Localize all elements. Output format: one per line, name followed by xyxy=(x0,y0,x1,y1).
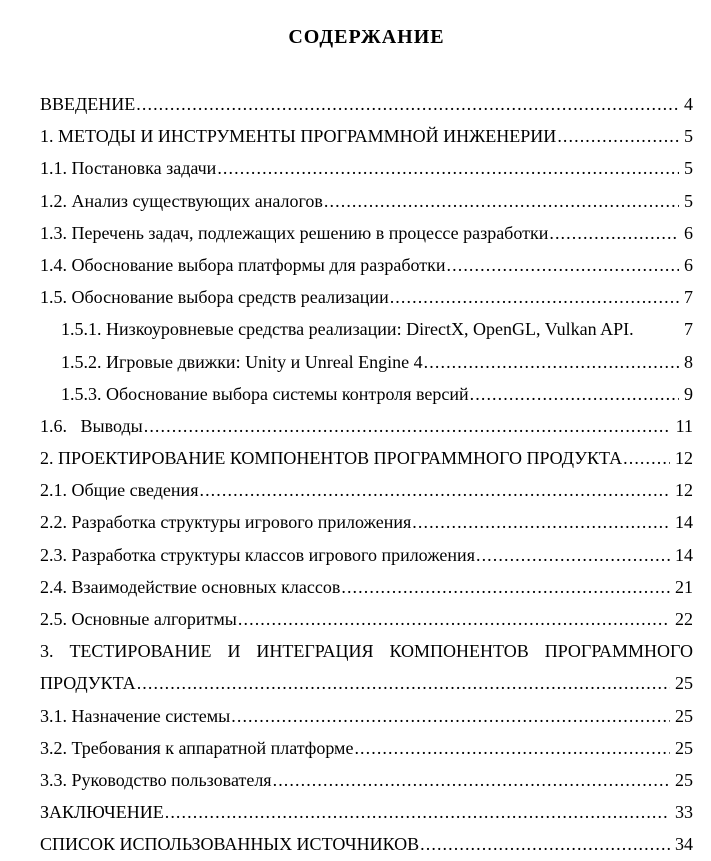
toc-page-number: 33 xyxy=(675,802,693,823)
toc-page-number: 12 xyxy=(675,448,693,469)
toc-row[interactable] xyxy=(40,378,693,410)
toc-page-number: 6 xyxy=(684,222,693,243)
toc-row[interactable] xyxy=(40,346,693,378)
toc-leader-dots xyxy=(231,700,670,732)
toc-page-number: 25 xyxy=(675,769,693,790)
toc-row[interactable] xyxy=(40,313,693,345)
toc-page-number: 14 xyxy=(675,512,693,533)
toc-entry-label: 2.5. Основные алгоритмы xyxy=(40,609,237,629)
toc-entry-label: ВВЕДЕНИЕ xyxy=(40,94,136,114)
toc-leader-dots xyxy=(476,539,670,571)
toc-row[interactable] xyxy=(40,152,693,184)
toc-page-number: 11 xyxy=(675,415,693,436)
toc-entry-label: 2. ПРОЕКТИРОВАНИЕ КОМПОНЕНТОВ ПРОГРАММНОГО ПРОДУКТА xyxy=(40,448,623,469)
toc-leader-dots xyxy=(165,796,670,828)
toc-entry-label: 1.5.3. Обоснование выбора системы контроля версий xyxy=(61,383,469,404)
toc-page-number: 9 xyxy=(684,383,693,404)
toc-leader-dots xyxy=(273,764,670,796)
toc-row[interactable] xyxy=(40,410,693,442)
toc-entry-label: ЗАКЛЮЧЕНИЕ xyxy=(40,802,164,823)
toc-page-number: 7 xyxy=(684,287,693,308)
toc-page-number: 5 xyxy=(684,158,693,179)
toc-page-number: 5 xyxy=(684,190,693,211)
toc-row[interactable] xyxy=(40,603,693,635)
toc-row[interactable] xyxy=(40,474,693,506)
toc-row[interactable] xyxy=(40,539,693,571)
toc-leader-dots xyxy=(390,281,679,313)
toc-leader-dots xyxy=(137,667,670,699)
toc-page-number: 7 xyxy=(684,319,693,340)
toc-entry-label: 1.6. Выводы xyxy=(40,415,143,436)
toc-page-number: 34 xyxy=(675,834,693,855)
toc-entry-label: ПРОДУКТА xyxy=(40,673,136,694)
toc-page-number: 25 xyxy=(675,705,693,726)
toc-leader-dots xyxy=(412,506,670,538)
toc-entry-wrapped-line[interactable]: 3. ТЕСТИРОВАНИЕ И ИНТЕГРАЦИЯ КОМПОНЕНТОВ ПРОГРАММНОГО xyxy=(40,641,693,662)
toc-entry-label: 1.5.1. Низкоуровневые средства реализации: DirectX, OpenGL, Vulkan API. xyxy=(61,319,634,340)
toc-row[interactable] xyxy=(40,185,693,217)
toc-entry-label: 1.4. Обоснование выбора платформы для разработки xyxy=(40,254,446,275)
toc-row[interactable] xyxy=(40,796,693,828)
toc-entry-label: 2.3. Разработка структуры классов игрового приложения xyxy=(40,544,475,565)
page-title: СОДЕРЖАНИЕ xyxy=(288,26,445,48)
toc-row[interactable] xyxy=(40,732,693,764)
toc-entry-label: СПИСОК ИСПОЛЬЗОВАННЫХ ИСТОЧНИКОВ xyxy=(40,834,420,855)
toc-row[interactable] xyxy=(40,828,693,860)
toc-entry-label: 1.5.2. Игровые движки: Unity и Unreal Engine 4 xyxy=(61,351,423,372)
toc-leader-dots xyxy=(341,571,670,603)
toc-entry-label: 1.1. Постановка задачи xyxy=(40,158,217,179)
toc-leader-dots xyxy=(354,732,670,764)
toc-page-number: 4 xyxy=(684,94,693,114)
toc-leader-dots xyxy=(217,152,679,184)
toc-row[interactable] xyxy=(40,217,693,249)
toc-leader-dots xyxy=(420,828,670,860)
toc-leader-dots xyxy=(447,249,679,281)
toc-page-number: 6 xyxy=(684,254,693,275)
toc-entry-label: 3.2. Требования к аппаратной платформе xyxy=(40,737,354,758)
toc-entry-label: 2.1. Общие сведения xyxy=(40,480,199,501)
toc-leader-dots xyxy=(199,474,670,506)
toc-row[interactable] xyxy=(40,120,693,152)
toc-row[interactable] xyxy=(40,442,693,474)
toc-leader-dots xyxy=(136,88,679,120)
toc-leader-dots xyxy=(424,346,679,378)
toc-row[interactable] xyxy=(40,281,693,313)
toc-page-number: 21 xyxy=(675,576,693,597)
toc-leader-dots xyxy=(324,185,679,217)
toc-entry-label: 2.2. Разработка структуры игрового приложения xyxy=(40,512,412,533)
toc-row[interactable] xyxy=(40,249,693,281)
toc-page-number: 22 xyxy=(675,609,693,629)
toc-leader-dots xyxy=(623,442,670,474)
toc-entry-label: 2.4. Взаимодействие основных классов xyxy=(40,576,341,597)
toc-row[interactable] xyxy=(40,571,693,603)
toc-entry-label: 1.5. Обоснование выбора средств реализации xyxy=(40,287,389,308)
toc-row[interactable] xyxy=(40,506,693,538)
toc-row[interactable] xyxy=(40,700,693,732)
toc-page-number: 8 xyxy=(684,351,693,372)
toc-page-number: 25 xyxy=(675,737,693,758)
toc-row[interactable] xyxy=(40,88,693,120)
toc-entry-label: 1. МЕТОДЫ И ИНСТРУМЕНТЫ ПРОГРАММНОЙ ИНЖЕНЕРИИ xyxy=(40,126,557,147)
toc-list xyxy=(40,88,693,861)
toc-page-number: 12 xyxy=(675,480,693,501)
toc-entry-label: 3.3. Руководство пользователя xyxy=(40,769,272,790)
toc-entry-label: 1.3. Перечень задач, подлежащих решению в процессе разработки xyxy=(40,222,549,243)
toc-row[interactable] xyxy=(40,764,693,796)
toc-entry-label: 1.2. Анализ существующих аналогов xyxy=(40,190,323,211)
toc-leader-dots xyxy=(549,217,679,249)
toc-leader-dots xyxy=(238,603,670,635)
toc-page-number: 14 xyxy=(675,544,693,565)
toc-leader-dots xyxy=(470,378,679,410)
toc-leader-dots xyxy=(557,120,679,152)
toc-leader-dots xyxy=(144,410,671,442)
toc-page-number: 5 xyxy=(684,126,693,147)
toc-row[interactable] xyxy=(40,667,693,699)
toc-page-number: 25 xyxy=(675,673,693,694)
toc-entry-label: 3.1. Назначение системы xyxy=(40,705,231,726)
